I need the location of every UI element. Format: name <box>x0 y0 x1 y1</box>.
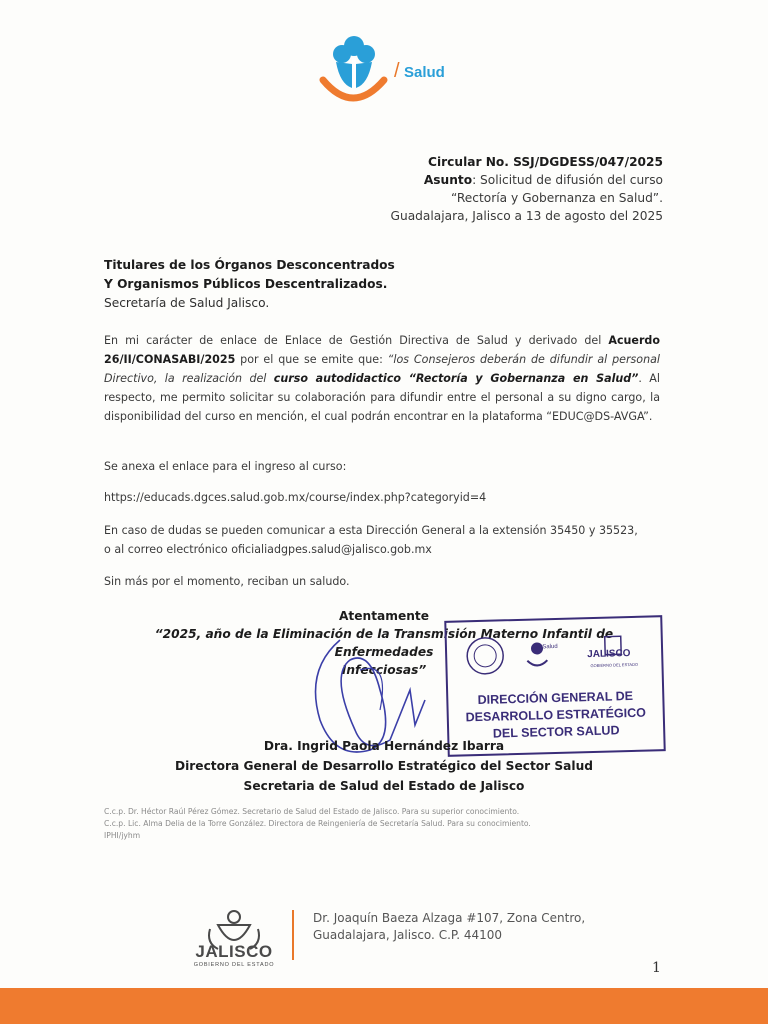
asunto-line <box>424 170 663 190</box>
p1-agreement: Acuerdo 26/II/CONASABI/2025 <box>104 334 660 366</box>
stamp-line-3: DEL SECTOR SALUD <box>492 723 620 741</box>
signer-org: Secretaria de Salud del Estado de Jalisco <box>243 779 525 793</box>
recipient-line-3: Secretaría de Salud Jalisco. <box>104 296 270 310</box>
body-paragraph-3-line-1: En caso de dudas se pueden comunicar a esta Dirección General a la extensión 35450 y 35523, <box>104 524 638 537</box>
footer-logo-text: JALISCO <box>195 942 273 961</box>
ccp-line-1: C.c.p. Dr. Héctor Raúl Pérez Gómez. Secretario de Salud del Estado de Jalisco. Para su superior conocimiento. <box>104 807 520 816</box>
motto-line-1: “2025, año de la Eliminación de la Transmisión Materno Infantil de Enfermedades <box>154 627 614 659</box>
footer-address <box>313 910 585 944</box>
atentamente: Atentamente <box>339 609 429 623</box>
salud-logo-icon <box>318 32 468 112</box>
p1-text-c: por el que se emite que: <box>235 353 388 366</box>
signer-role: Directora General de Desarrollo Estratégico del Sector Salud <box>175 759 593 773</box>
p1-text-a: En mi carácter de enlace de Enlace de Gestión Directiva de Salud y derivado del <box>104 334 609 347</box>
footer-divider <box>292 910 294 960</box>
stamp-line-1: DIRECCIÓN GENERAL DE <box>477 688 634 708</box>
recipient-line-1: Titulares de los Órganos Desconcentrados <box>104 258 395 272</box>
footer-address-line-1: Dr. Joaquín Baeza Alzaga #107, Zona Centro, <box>313 911 586 925</box>
asunto-text: : Solicitud de difusión del curso <box>472 173 663 187</box>
stamp-line-2: DESARROLLO ESTRATÉGICO <box>465 705 647 725</box>
ccp-initials: IPHI/jyhm <box>104 831 141 840</box>
body-paragraph-2: Se anexa el enlace para el ingreso al curso: <box>104 460 347 473</box>
recipients-block <box>104 256 395 313</box>
body-paragraph-4: Sin más por el momento, reciban un saludo. <box>104 575 350 588</box>
course-title: “Rectoría y Gobernanza en Salud”. <box>450 191 663 205</box>
recipient-line-2: Y Organismos Públicos Descentralizados. <box>104 277 388 291</box>
motto-line-2: Infecciosas” <box>341 663 427 677</box>
p1-course-quote: curso autodidactico “Rectoría y Gobernanza en Salud” <box>273 372 639 385</box>
place-date: Guadalajara, Jalisco a 13 de agosto del 2025 <box>390 209 663 223</box>
stamp-gobierno: GOBIERNO DEL ESTADO <box>590 661 639 669</box>
p1-text-f: . Al respecto, me permito solicitar su colaboración para difundir entre el personal a su digno cargo, la disponibilidad del curso en mención, el cual podrán encontrar en la plataforma “EDUC@DS-AVGA”. <box>104 372 660 423</box>
body-paragraph-3-line-2: o al correo electrónico oficialiadgpes.salud@jalisco.gob.mx <box>104 543 432 556</box>
p1-quote: “los Consejeros deberán de difundir al personal Directivo, la realización del <box>104 353 660 385</box>
body-paragraph-1 <box>104 331 660 426</box>
ccp-line-2: C.c.p. Lic. Alma Delia de la Torre González. Directora de Reingeniería de Secretaría Salud. Para su conocimiento. <box>104 819 531 828</box>
signature-block <box>104 736 664 796</box>
page-number: 1 <box>652 960 661 976</box>
logo-brand-text: Salud <box>404 64 445 81</box>
asunto-label: Asunto <box>423 173 473 187</box>
stamp-salud: / Salud <box>538 643 558 651</box>
ccp-block <box>104 806 531 842</box>
logo-slash: / <box>394 60 400 82</box>
footer-logo-subtext: GOBIERNO DEL ESTADO <box>193 962 275 968</box>
footer-orange-bar <box>0 988 768 1024</box>
footer-address-line-2: Guadalajara, Jalisco. C.P. 44100 <box>313 928 503 942</box>
course-link[interactable]: https://educads.dgces.salud.gob.mx/course/index.php?categoryid=4 <box>104 491 487 504</box>
stamp-jalisco: JALISCO <box>587 648 631 661</box>
signer-name: Dra. Ingrid Paola Hernández Ibarra <box>263 739 505 753</box>
circular-number: Circular No. SSJ/DGDESS/047/2025 <box>428 155 663 169</box>
